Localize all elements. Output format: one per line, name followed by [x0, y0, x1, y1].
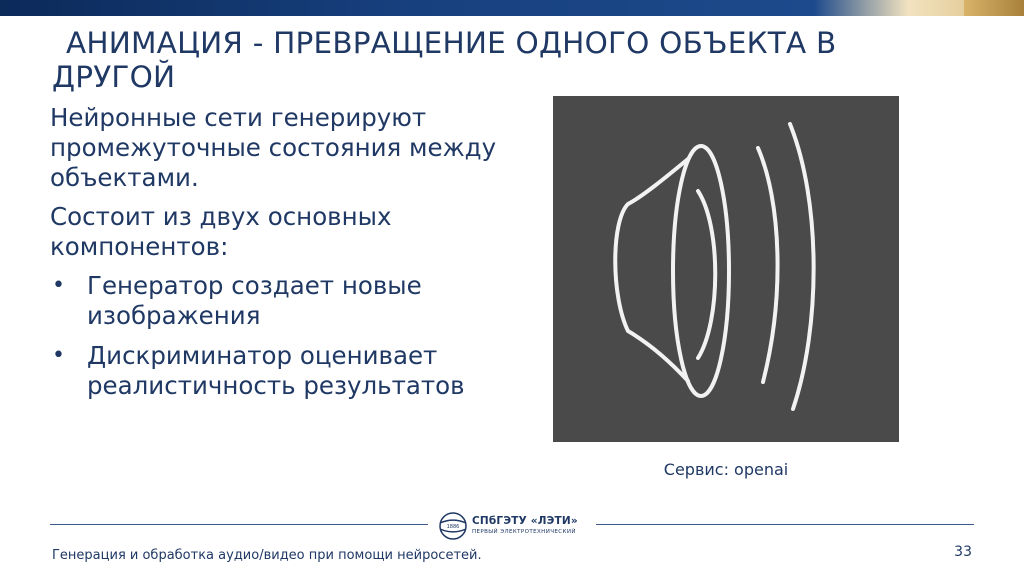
footer-divider-right [596, 524, 974, 525]
university-subtitle: ПЕРВЫЙ ЭЛЕКТРОТЕХНИЧЕСКИЙ [472, 529, 576, 535]
sound-wave-1 [758, 148, 778, 382]
page-number: 33 [954, 544, 972, 560]
paragraph-1: Нейронные сети генерируют промежуточные состояния между объектами. [50, 103, 497, 192]
slide-title-line1: АНИМАЦИЯ - ПРЕВРАЩЕНИЕ ОДНОГО ОБЪЕКТА В [66, 26, 837, 60]
image-caption: Сервис: openai [663, 460, 789, 479]
emblem-year: 1886 [446, 524, 460, 530]
sound-wave-2 [790, 124, 814, 409]
bullet-item-generator [50, 271, 520, 331]
bullet-marker: • [52, 273, 65, 298]
bullet-marker: • [52, 343, 65, 368]
paragraph-2: Состоит из двух основных компонентов: [50, 202, 392, 261]
top-decor-bar [0, 0, 1024, 16]
speaker-image [553, 96, 899, 442]
speaker-icon [553, 96, 899, 442]
footer-divider-left [50, 524, 428, 525]
slide-title [52, 26, 982, 94]
bullet-list [50, 271, 520, 401]
bullet-text: Генератор создает новые изображения [87, 271, 422, 330]
university-name: СПбГЭТУ «ЛЭТИ» [472, 515, 578, 527]
speaker-inner-arc [698, 191, 715, 358]
slide-title-line2: ДРУГОЙ [52, 60, 176, 94]
bullet-text: Дискриминатор оценивает реалистичность результатов [87, 341, 465, 400]
course-title: Генерация и обработка аудио/видео при помощи нейросетей. [52, 548, 482, 563]
leti-emblem-icon [435, 511, 471, 541]
bullet-item-discriminator [50, 341, 520, 401]
slide-body [50, 103, 520, 411]
top-decor-corner-accent [964, 0, 1024, 16]
speaker-cone-rim [673, 146, 729, 396]
